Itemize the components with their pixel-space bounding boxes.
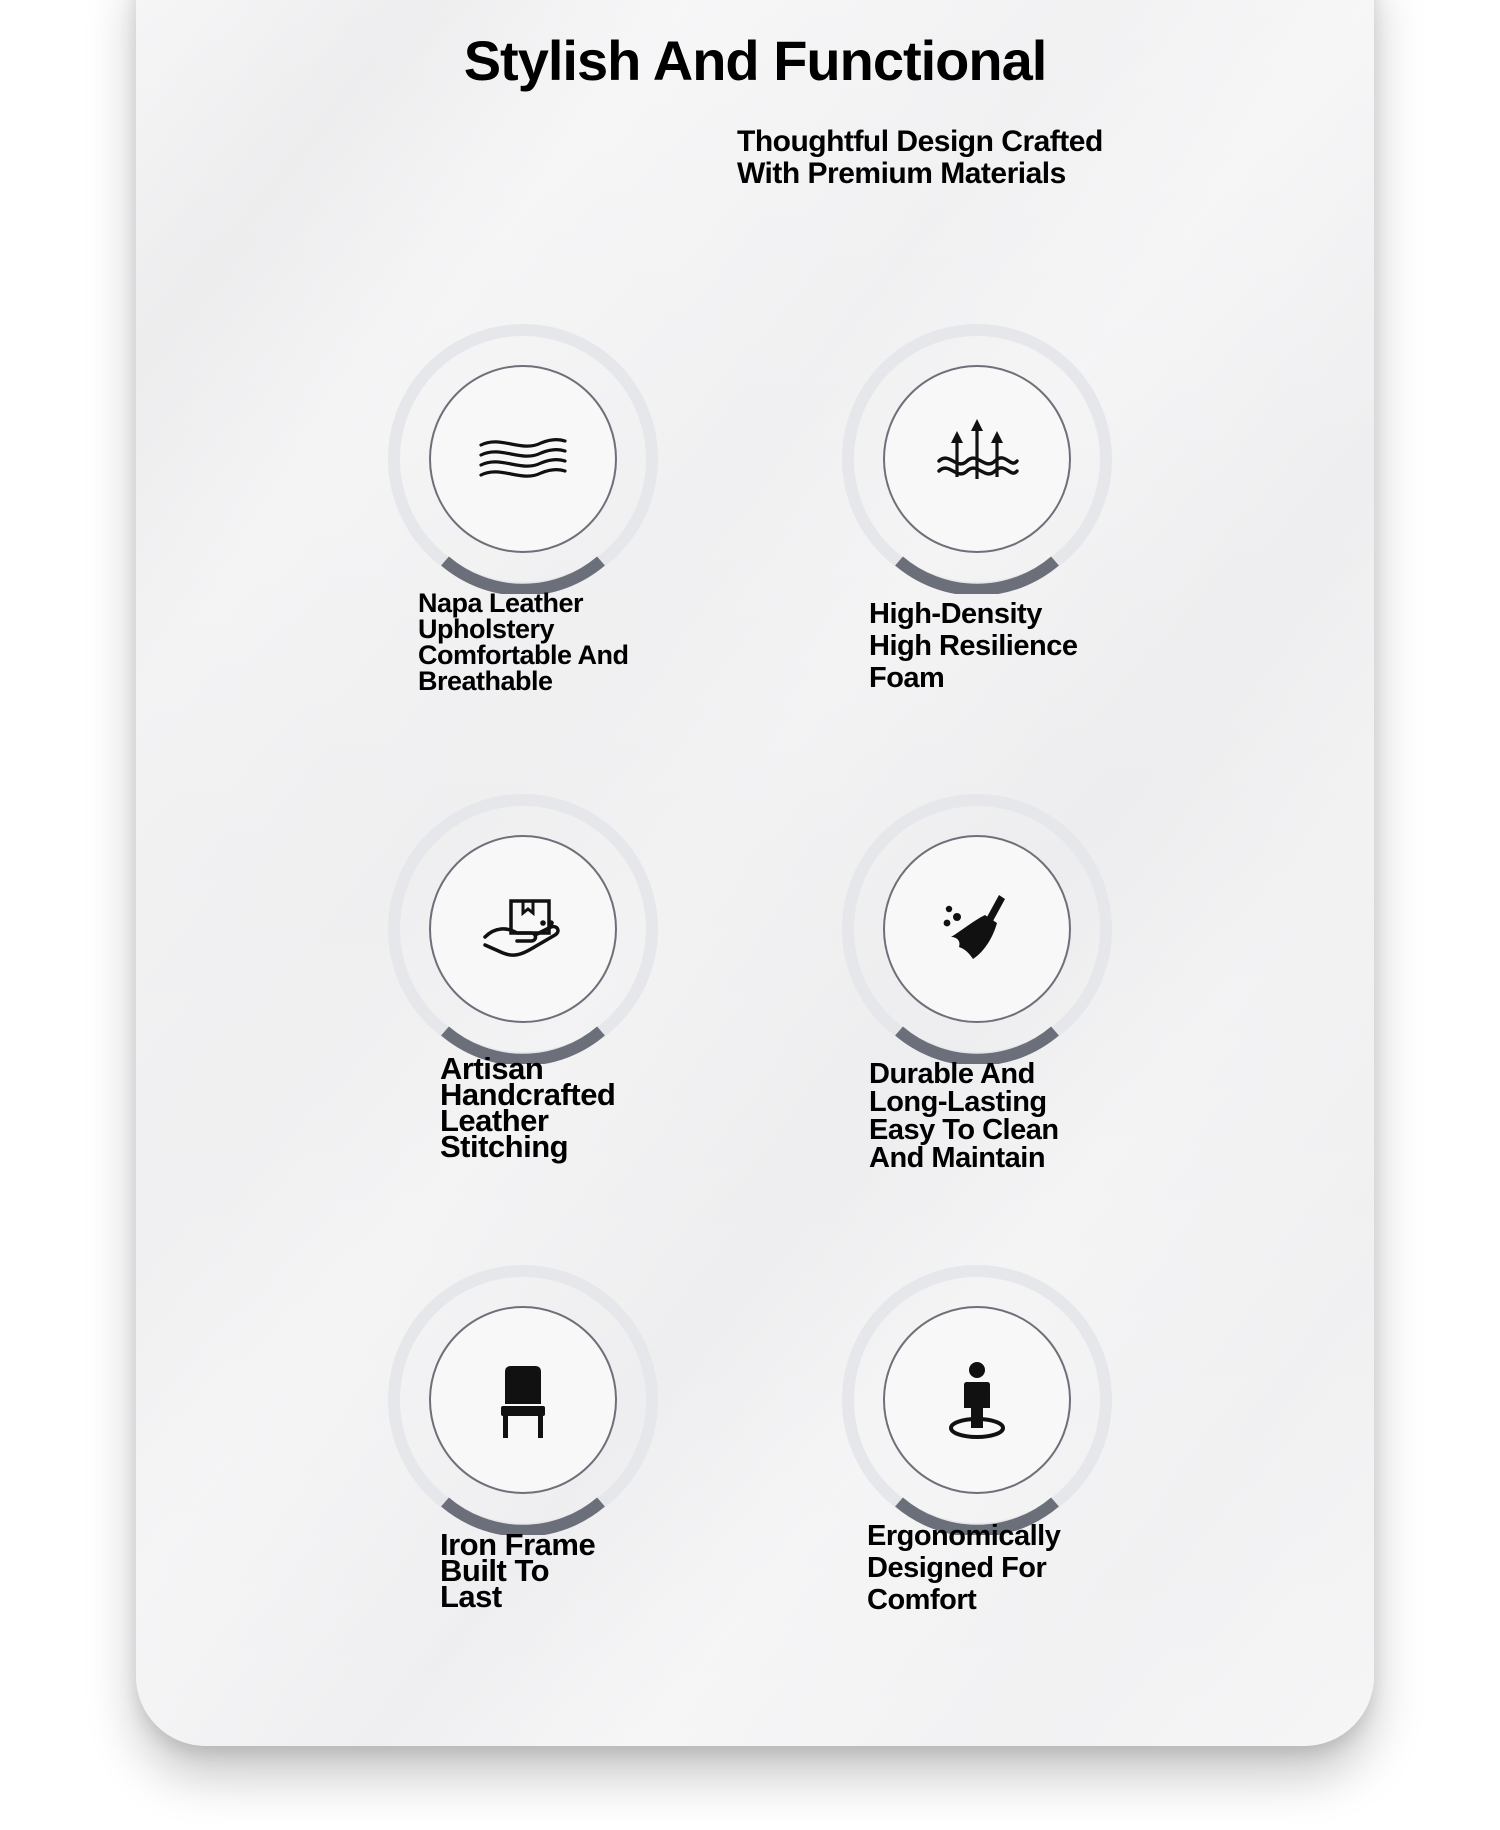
broom-icon: [927, 879, 1027, 979]
feature-label-line: High Resilience: [869, 630, 1078, 662]
page-title: Stylish And Functional: [463, 29, 1047, 92]
feature-label: [867, 1520, 1060, 1616]
feature-label-line: Durable And: [869, 1058, 1035, 1090]
feature-label: [440, 1051, 616, 1164]
feature-label-line: Long-Lasting: [869, 1086, 1047, 1118]
feature-label: [440, 1527, 596, 1614]
feature-label-line: Last: [440, 1579, 502, 1614]
hand-box-icon: [473, 879, 573, 979]
feature-label-line: Easy To Clean: [869, 1114, 1059, 1146]
feature-label-line: Built To: [440, 1553, 550, 1588]
feature-label-line: High-Density: [869, 598, 1042, 630]
feature-label-line: And Maintain: [869, 1142, 1046, 1174]
feature-label-line: Napa Leather: [418, 588, 584, 618]
feature-label-line: Foam: [869, 662, 945, 694]
feature-label-line: Artisan: [440, 1051, 544, 1086]
wavy-lines-icon: [473, 409, 573, 509]
feature-label-line: Iron Frame: [440, 1527, 596, 1562]
subtitle-line-1: Thoughtful Design Crafted: [737, 125, 1103, 158]
feature-label-line: Upholstery: [418, 614, 555, 644]
feature-label-line: Handcrafted: [440, 1077, 616, 1112]
feature-label: [869, 598, 1077, 694]
feature-label-line: Stitching: [440, 1129, 569, 1164]
chair-icon: [473, 1350, 573, 1450]
feature-label-line: Breathable: [418, 666, 553, 696]
person-standing-icon: [927, 1350, 1027, 1450]
feature-label-line: Designed For: [867, 1552, 1047, 1584]
feature-label-line: Comfortable And: [418, 640, 629, 670]
rebound-arrows-icon: [927, 409, 1027, 509]
feature-card: [136, 0, 1374, 1746]
feature-label: [869, 1060, 1059, 1172]
feature-label: [418, 590, 629, 694]
subtitle: [737, 126, 1157, 190]
feature-label-line: Ergonomically: [867, 1520, 1061, 1552]
feature-label-line: Leather: [440, 1103, 549, 1138]
feature-label-line: Comfort: [867, 1584, 977, 1616]
subtitle-line-2: With Premium Materials: [737, 157, 1066, 190]
